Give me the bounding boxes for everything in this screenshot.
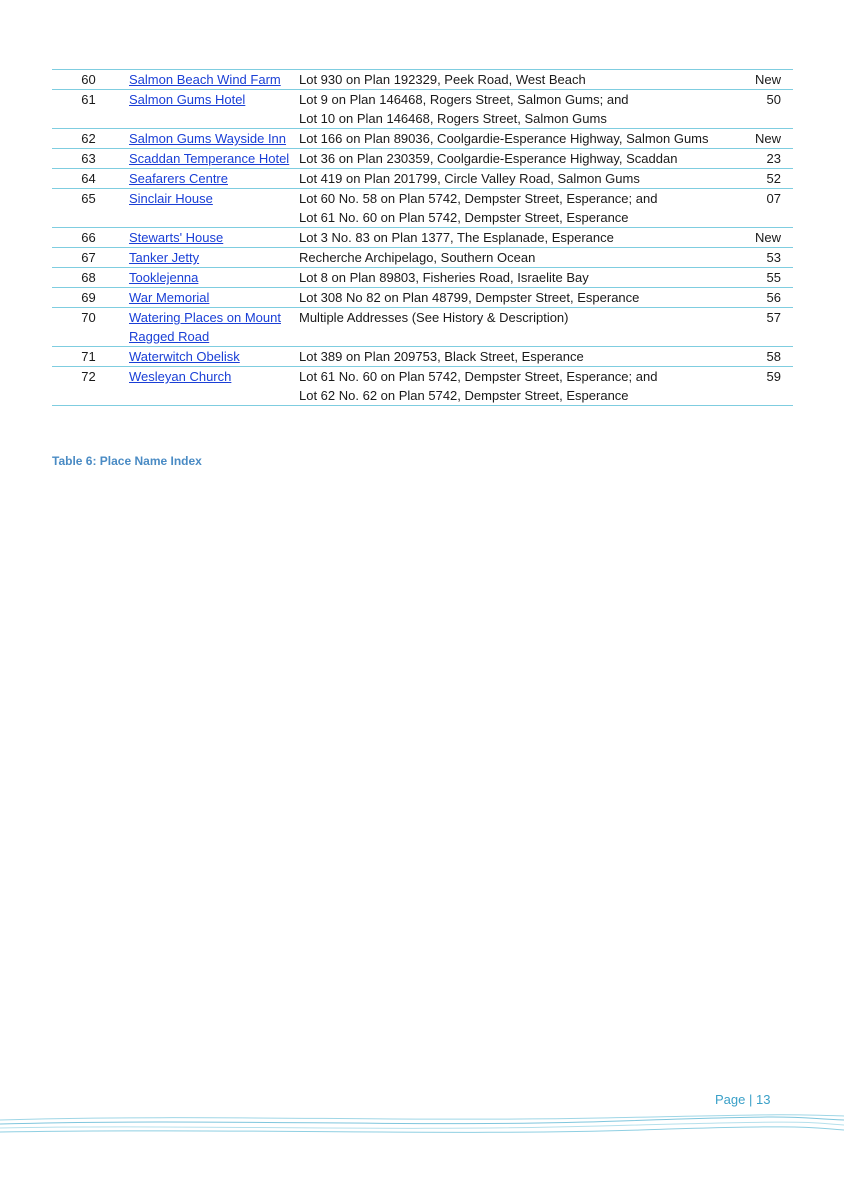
table-body: [52, 70, 793, 406]
table-row: [52, 288, 793, 308]
place-name-cell: [115, 189, 297, 228]
address-line: Lot 930 on Plan 192329, Peek Road, West Beach: [299, 72, 586, 87]
table-row: [52, 129, 793, 149]
table-row: [52, 169, 793, 189]
address-line: Lot 419 on Plan 201799, Circle Valley Road, Salmon Gums: [299, 171, 640, 186]
row-number: 67: [81, 250, 96, 265]
place-name-link[interactable]: Salmon Gums Hotel: [129, 92, 246, 107]
address-line: Lot 166 on Plan 89036, Coolgardie-Esperance Highway, Salmon Gums: [299, 131, 709, 146]
page-reference: 07: [766, 191, 781, 206]
page-reference: 58: [766, 349, 781, 364]
row-number: 71: [81, 349, 96, 364]
address-cell: [297, 90, 754, 129]
place-name-cell: [115, 149, 297, 169]
place-name-link[interactable]: Watering Places on Mount Ragged Road: [129, 310, 281, 344]
row-number: 65: [81, 191, 96, 206]
row-number: 68: [81, 270, 96, 285]
address-cell: [297, 228, 754, 248]
address-line: Lot 9 on Plan 146468, Rogers Street, Salmon Gums; and: [299, 92, 629, 107]
place-name-link[interactable]: Salmon Gums Wayside Inn: [129, 131, 287, 146]
address-line: Lot 3 No. 83 on Plan 1377, The Esplanade, Esperance: [299, 230, 614, 245]
place-name-cell: [115, 288, 297, 308]
place-name-cell: [115, 129, 297, 149]
place-name-link[interactable]: Salmon Beach Wind Farm: [129, 72, 281, 87]
table-row: [52, 308, 793, 347]
address-cell: [297, 347, 754, 367]
address-line: Lot 8 on Plan 89803, Fisheries Road, Israelite Bay: [299, 270, 589, 285]
place-name-cell: [115, 169, 297, 189]
address-cell: [297, 129, 754, 149]
row-number: 66: [81, 230, 96, 245]
table-row: [52, 248, 793, 268]
place-name-cell: [115, 268, 297, 288]
place-name-link[interactable]: Wesleyan Church: [129, 369, 232, 384]
address-cell: [297, 70, 754, 90]
table-caption: Table 6: Place Name Index: [52, 454, 202, 468]
table-row: [52, 149, 793, 169]
place-name-cell: [115, 248, 297, 268]
address-cell: [297, 149, 754, 169]
place-name-cell: [115, 367, 297, 406]
page-reference: 52: [766, 171, 781, 186]
table-row: [52, 268, 793, 288]
row-number: 60: [81, 72, 96, 87]
address-line: Lot 61 No. 60 on Plan 5742, Dempster Street, Esperance: [299, 210, 629, 225]
address-line: Lot 61 No. 60 on Plan 5742, Dempster Street, Esperance; and: [299, 369, 658, 384]
place-name-link[interactable]: Waterwitch Obelisk: [129, 349, 240, 364]
page-reference: 59: [766, 369, 781, 384]
address-line: Lot 308 No 82 on Plan 48799, Dempster Street, Esperance: [299, 290, 640, 305]
table-row: [52, 90, 793, 129]
table-row: [52, 367, 793, 406]
row-number: 64: [81, 171, 96, 186]
address-line: Lot 62 No. 62 on Plan 5742, Dempster Street, Esperance: [299, 388, 629, 403]
place-name-cell: [115, 308, 297, 347]
place-name-link[interactable]: Tooklejenna: [129, 270, 199, 285]
row-number: 62: [81, 131, 96, 146]
row-number: 63: [81, 151, 96, 166]
address-cell: [297, 169, 754, 189]
place-name-link[interactable]: Scaddan Temperance Hotel: [129, 151, 290, 166]
address-cell: [297, 189, 754, 228]
page-reference: 53: [766, 250, 781, 265]
address-line: Lot 10 on Plan 146468, Rogers Street, Salmon Gums: [299, 111, 607, 126]
place-name-link[interactable]: Tanker Jetty: [129, 250, 200, 265]
row-number: 72: [81, 369, 96, 384]
place-name-cell: [115, 90, 297, 129]
place-name-link[interactable]: Stewarts' House: [129, 230, 224, 245]
page-reference: New: [754, 230, 781, 245]
address-cell: [297, 268, 754, 288]
row-number: 70: [81, 310, 96, 325]
table-row: [52, 189, 793, 228]
place-name-cell: [115, 228, 297, 248]
page-reference: 57: [766, 310, 781, 325]
address-line: Recherche Archipelago, Southern Ocean: [299, 250, 536, 265]
place-name-link[interactable]: Sinclair House: [129, 191, 213, 206]
table-row: [52, 347, 793, 367]
page-number: Page | 13: [715, 1092, 771, 1107]
footer-wave-decoration: [0, 1108, 844, 1148]
address-cell: [297, 288, 754, 308]
page-reference: New: [754, 131, 781, 146]
address-line: Lot 60 No. 58 on Plan 5742, Dempster Street, Esperance; and: [299, 191, 658, 206]
page-reference: 55: [766, 270, 781, 285]
place-name-link[interactable]: War Memorial: [129, 290, 210, 305]
page-reference: 23: [766, 151, 781, 166]
page-reference: New: [754, 72, 781, 87]
place-name-index-table: [52, 69, 793, 406]
place-name-cell: [115, 347, 297, 367]
page-reference: 50: [766, 92, 781, 107]
address-cell: [297, 308, 754, 347]
address-cell: [297, 248, 754, 268]
address-cell: [297, 367, 754, 406]
table-row: [52, 70, 793, 90]
address-line: Multiple Addresses (See History & Description): [299, 310, 569, 325]
address-line: Lot 36 on Plan 230359, Coolgardie-Esperance Highway, Scaddan: [299, 151, 678, 166]
place-name-link[interactable]: Seafarers Centre: [129, 171, 228, 186]
address-line: Lot 389 on Plan 209753, Black Street, Esperance: [299, 349, 584, 364]
page-reference: 56: [766, 290, 781, 305]
row-number: 61: [81, 92, 96, 107]
table-row: [52, 228, 793, 248]
row-number: 69: [81, 290, 96, 305]
place-name-cell: [115, 70, 297, 90]
